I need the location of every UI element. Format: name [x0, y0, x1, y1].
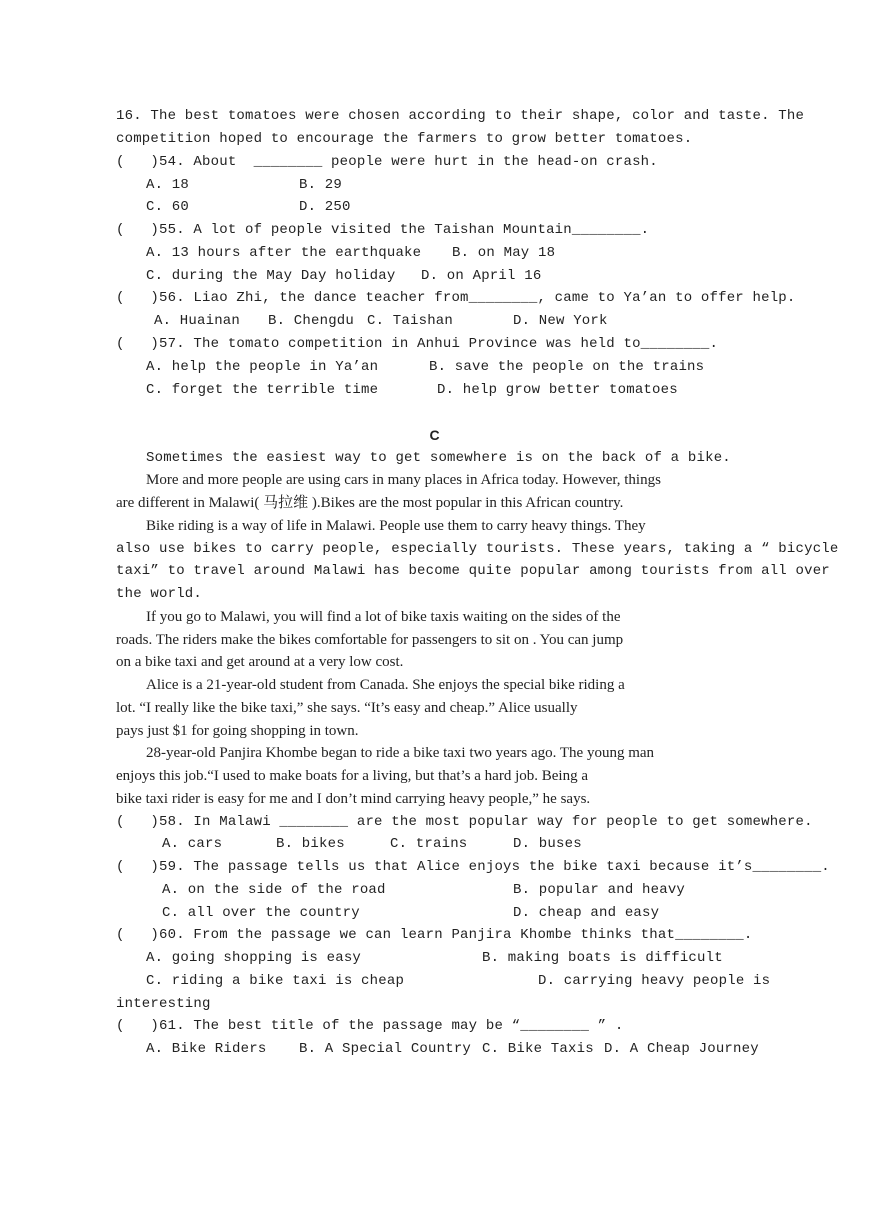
passage-line: competition hoped to encourage the farmers to grow better tomatoes. [116, 131, 693, 147]
option-61-d[interactable]: D. A Cheap Journey [604, 1041, 759, 1057]
option-55-b[interactable]: B. on May 18 [452, 245, 556, 261]
option-58-c[interactable]: C. trains [390, 836, 468, 852]
option-59-b[interactable]: B. popular and heavy [513, 882, 686, 898]
option-54-a[interactable]: A. 18 [146, 177, 190, 193]
option-57-c[interactable]: C. forget the terrible time [146, 382, 379, 398]
option-59-a[interactable]: A. on the side of the road [162, 882, 386, 898]
option-61-a[interactable]: A. Bike Riders [146, 1041, 267, 1057]
option-54-c[interactable]: C. 60 [146, 199, 190, 215]
option-56-c[interactable]: C. Taishan [367, 313, 454, 329]
question-60-stem: ( )60. From the passage we can learn Panjira Khombe thinks that________. [116, 927, 753, 943]
option-57-b[interactable]: B. save the people on the trains [429, 359, 705, 375]
passage-line: are different in Malawi( 马拉维 ).Bikes are the most popular in this African country. [116, 495, 624, 511]
passage-line: bike taxi rider is easy for me and I don’t mind carrying heavy people,” he says. [116, 791, 591, 807]
passage-line: on a bike taxi and get around at a very low cost. [116, 654, 404, 670]
question-61-stem: ( )61. The best title of the passage may be “________ ” . [116, 1018, 624, 1034]
option-55-a[interactable]: A. 13 hours after the earthquake [146, 245, 422, 261]
option-54-d[interactable]: D. 250 [299, 199, 351, 215]
option-61-b[interactable]: B. A Special Country [299, 1041, 472, 1057]
question-54-stem: ( )54. About ________ people were hurt in the head-on crash. [116, 154, 658, 170]
question-55-stem: ( )55. A lot of people visited the Taishan Mountain________. [116, 222, 650, 238]
option-59-c[interactable]: C. all over the country [162, 905, 360, 921]
passage-line: Alice is a 21-year-old student from Canada. She enjoys the special bike riding a [146, 677, 625, 693]
option-56-b[interactable]: B. Chengdu [268, 313, 355, 329]
option-54-b[interactable]: B. 29 [299, 177, 343, 193]
option-55-c[interactable]: C. during the May Day holiday [146, 268, 396, 284]
option-56-a[interactable]: A. Huainan [154, 313, 241, 329]
option-57-a[interactable]: A. help the people in Ya’an [146, 359, 379, 375]
option-55-d[interactable]: D. on April 16 [421, 268, 542, 284]
passage-line: roads. The riders make the bikes comfortable for passengers to sit on . You can jump [116, 632, 624, 648]
passage-line: taxi” to travel around Malawi has become quite popular among tourists from all over [116, 563, 830, 579]
option-60-a[interactable]: A. going shopping is easy [146, 950, 362, 966]
passage-line: lot. “I really like the bike taxi,” she says. “It’s easy and cheap.” Alice usually [116, 700, 578, 716]
option-58-a[interactable]: A. cars [162, 836, 223, 852]
option-58-d[interactable]: D. buses [513, 836, 582, 852]
option-60-b[interactable]: B. making boats is difficult [482, 950, 723, 966]
question-59-stem: ( )59. The passage tells us that Alice enjoys the bike taxi because it’s________. [116, 859, 830, 875]
passage-line: pays just $1 for going shopping in town. [116, 723, 359, 739]
passage-line: 16. The best tomatoes were chosen according to their shape, color and taste. The [116, 108, 805, 124]
passage-line: the world. [116, 586, 203, 602]
passage-line: enjoys this job.“I used to make boats for a living, but that’s a hard job. Being a [116, 768, 588, 784]
option-59-d[interactable]: D. cheap and easy [513, 905, 660, 921]
passage-line: More and more people are using cars in many places in Africa today. However, things [146, 472, 661, 488]
passage-line: If you go to Malawi, you will find a lot of bike taxis waiting on the sides of the [146, 609, 621, 625]
option-58-b[interactable]: B. bikes [276, 836, 345, 852]
question-57-stem: ( )57. The tomato competition in Anhui Province was held to________. [116, 336, 719, 352]
passage-line: also use bikes to carry people, especially tourists. These years, taking a “ bicycle [116, 541, 839, 557]
passage-line: 28-year-old Panjira Khombe began to ride a bike taxi two years ago. The young man [146, 745, 655, 761]
passage-line: Bike riding is a way of life in Malawi. People use them to carry heavy things. They [146, 518, 646, 534]
section-heading: C [429, 427, 440, 443]
question-58-stem: ( )58. In Malawi ________ are the most popular way for people to get somewhere. [116, 814, 813, 830]
option-60-d-continued: interesting [116, 996, 211, 1012]
question-56-stem: ( )56. Liao Zhi, the dance teacher from________, came to Ya’an to offer help. [116, 290, 796, 306]
option-60-d[interactable]: D. carrying heavy people is [538, 973, 771, 989]
option-61-c[interactable]: C. Bike Taxis [482, 1041, 594, 1057]
passage-line: Sometimes the easiest way to get somewhere is on the back of a bike. [146, 450, 731, 466]
option-56-d[interactable]: D. New York [513, 313, 608, 329]
option-60-c[interactable]: C. riding a bike taxi is cheap [146, 973, 405, 989]
option-57-d[interactable]: D. help grow better tomatoes [437, 382, 678, 398]
